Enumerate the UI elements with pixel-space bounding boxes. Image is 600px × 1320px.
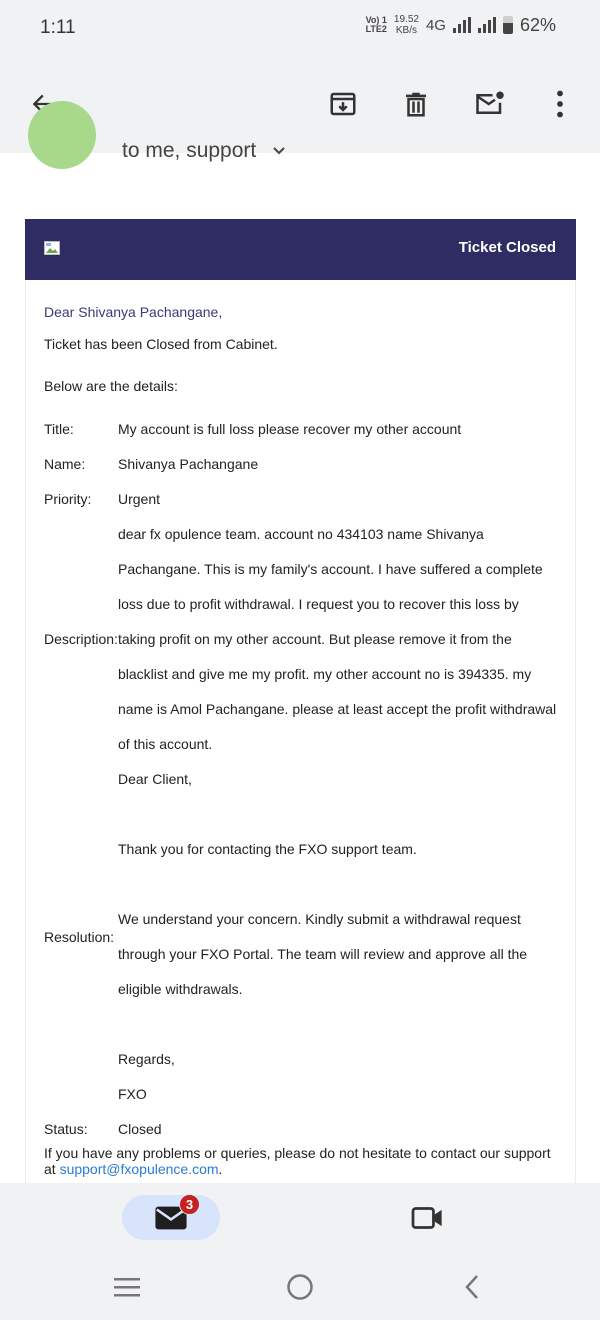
- system-navigation: [0, 1250, 600, 1320]
- support-email-link[interactable]: support@fxopulence.com: [59, 1161, 219, 1177]
- recipients-text: to me, support: [122, 139, 257, 162]
- description-line: Pachangane. This is my family's account. I have suffered a complete: [118, 561, 543, 577]
- title-value: My account is full loss please recover my other account: [118, 421, 462, 437]
- mail-unread-icon: [473, 89, 507, 119]
- description-line: name is Amol Pachangane. please at least accept the profit withdrawal: [118, 701, 557, 717]
- more-vert-icon: [556, 90, 564, 118]
- mark-unread-button[interactable]: [470, 84, 510, 124]
- sender-avatar[interactable]: [28, 101, 96, 169]
- priority-value: Urgent: [118, 491, 161, 507]
- resolution-line: Dear Client,: [118, 771, 192, 787]
- resolution-line: eligible withdrawals.: [118, 981, 243, 997]
- banner-title: Ticket Closed: [458, 239, 556, 256]
- system-back-button[interactable]: [455, 1270, 489, 1304]
- battery-icon: [503, 16, 513, 34]
- bottom-navigation: [0, 1183, 600, 1250]
- name-value: Shivanya Pachangane: [118, 456, 259, 472]
- delete-button[interactable]: [396, 84, 436, 124]
- signal-1-icon: [453, 17, 471, 33]
- description-line: taking profit on my other account. But please remove it from the: [118, 631, 512, 647]
- status-bar: [0, 0, 600, 56]
- archive-button[interactable]: [323, 84, 363, 124]
- description-line: blacklist and give me my profit. my other account no is 394335. my: [118, 666, 532, 682]
- email-body: [25, 280, 576, 1183]
- recipients-toggle[interactable]: [122, 139, 286, 163]
- footer-text: If you have any problems or queries, please do not hesitate to contact our support at support@fxopulence.com.: [44, 1145, 551, 1177]
- details-heading: Below are the details:: [44, 378, 178, 394]
- trash-icon: [401, 89, 431, 119]
- resolution-line: through your FXO Portal. The team will review and approve all the: [118, 946, 528, 962]
- salutation: Dear Shivanya Pachangane,: [44, 304, 223, 320]
- broken-image-icon: [44, 241, 60, 255]
- battery-percent: 62%: [519, 14, 556, 35]
- priority-label: Priority:: [44, 491, 92, 507]
- description-line: dear fx opulence team. account no 434103 name Shivanya: [118, 526, 484, 542]
- meet-tab[interactable]: [410, 1203, 446, 1233]
- status-time: 1:11: [40, 17, 76, 38]
- menu-lines-icon: [112, 1275, 142, 1299]
- status-label: Status:: [44, 1121, 88, 1137]
- name-label: Name:: [44, 456, 86, 472]
- mail-tab[interactable]: [122, 1195, 220, 1240]
- resolution-line: FXO: [118, 1086, 147, 1102]
- network-type: 4G: [425, 16, 446, 34]
- email-content: [0, 139, 600, 1183]
- chevron-down-icon: [272, 146, 286, 156]
- circle-home-icon: [285, 1272, 315, 1302]
- home-button[interactable]: [283, 1270, 317, 1304]
- status-value: Closed: [118, 1121, 162, 1137]
- status-indicators: [366, 14, 556, 36]
- resolution-label: Resolution:: [44, 929, 115, 945]
- signal-2-icon: [478, 17, 496, 33]
- email-banner: [25, 219, 576, 280]
- title-label: Title:: [44, 421, 74, 437]
- volte-indicator: Vo) 1 LTE2: [365, 15, 387, 34]
- recents-button[interactable]: [110, 1270, 144, 1304]
- description-line: loss due to profit withdrawal. I request you to recover this loss by: [118, 596, 519, 612]
- resolution-line: Thank you for contacting the FXO support team.: [118, 841, 417, 857]
- intro-text: Ticket has been Closed from Cabinet.: [44, 336, 278, 352]
- resolution-line: Regards,: [118, 1051, 175, 1067]
- description-line: of this account.: [118, 736, 213, 752]
- network-speed: 19.52 KB/s: [393, 14, 419, 36]
- unread-badge: 3: [179, 1194, 200, 1215]
- chevron-left-icon: [462, 1273, 482, 1301]
- archive-icon: [328, 89, 358, 119]
- resolution-line: We understand your concern. Kindly submit a withdrawal request: [118, 911, 521, 927]
- description-label: Description:: [44, 631, 118, 647]
- more-options-button[interactable]: [540, 84, 580, 124]
- video-camera-icon: [410, 1203, 446, 1233]
